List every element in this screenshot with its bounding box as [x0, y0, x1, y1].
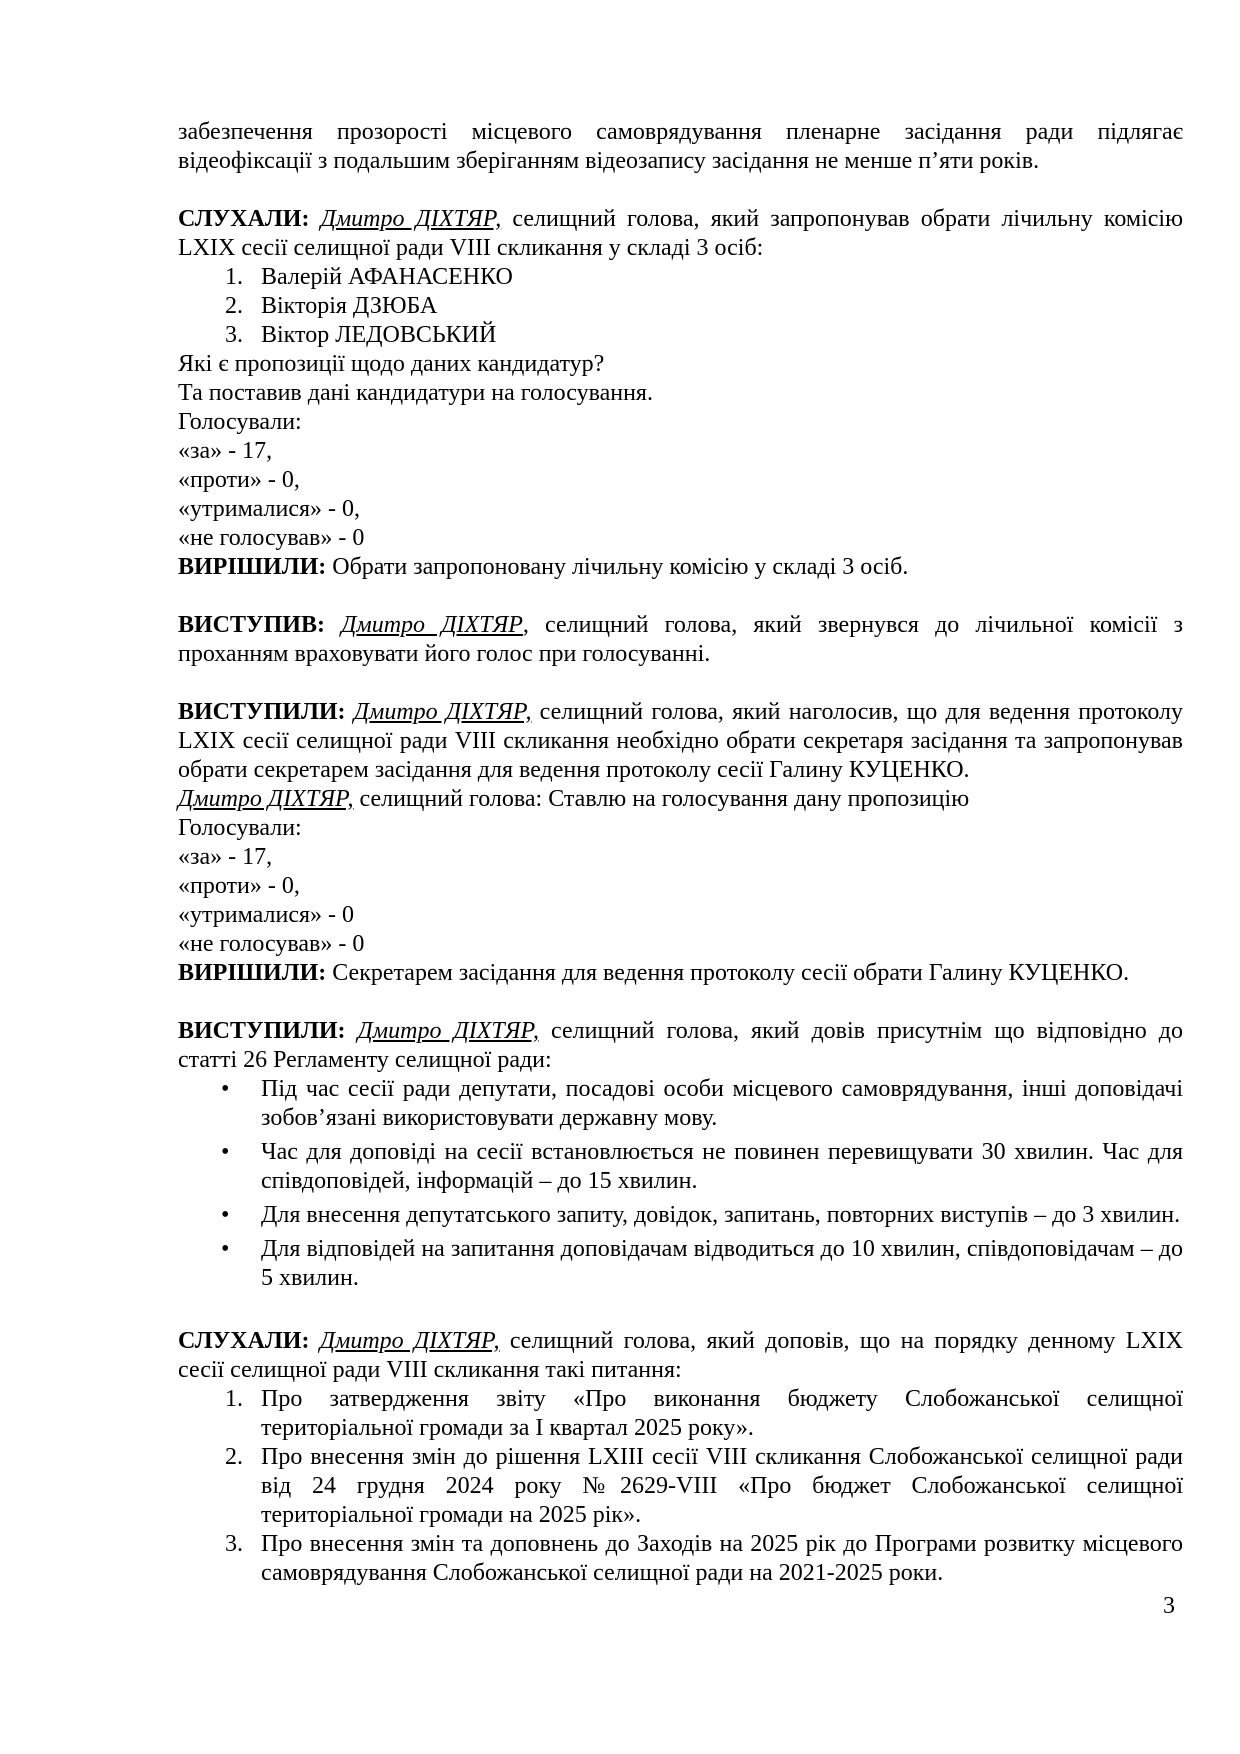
- section-label: ВИСТУПИВ:: [178, 612, 325, 638]
- secretary-paragraph: [178, 698, 1183, 785]
- paragraph-text: селищний голова, який доповів, що на порядку денному LXIX сесії селищної ради VIII скликання такі питання:: [178, 1328, 1184, 1383]
- vote-line: «проти» - 0,: [178, 873, 300, 899]
- vote-line: «утрималися» - 0,: [178, 496, 361, 522]
- vote-title: Голосували:: [178, 815, 302, 841]
- intro-paragraph: забезпечення прозорості місцевого самоврядування пленарне засідання ради підлягає відеофіксації з подальшим зберіганням відеозапису засідання не менше п’яти років.: [178, 119, 1183, 174]
- section-label: СЛУХАЛИ:: [178, 206, 310, 232]
- agenda-list: [178, 1385, 1183, 1588]
- agenda-paragraph: [178, 1327, 1183, 1385]
- paragraph-text: селищний голова, який довів присутнім що відповідно до статті 26 Регламенту селищної ради:: [178, 1018, 1184, 1073]
- page-number: 3: [1163, 1593, 1175, 1619]
- speaker-name: Дмитро ДІХТЯР,: [357, 1018, 540, 1044]
- paragraph-text: , селищний голова, який звернувся до лічильної комісії з проханням враховувати його голос при голосуванні.: [178, 612, 1184, 667]
- speaker-statement: [178, 785, 1183, 814]
- regulations-list: [178, 1075, 1183, 1293]
- speaker-name: Дмитро ДІХТЯР,: [178, 786, 354, 812]
- commission-members-list: [178, 263, 1183, 350]
- list-item: 1. Про затвердження звіту «Про виконання бюджету Слобожанської селищної територіальної громади за I квартал 2025 року».: [249, 1385, 1183, 1443]
- paragraph-text: селищний голова, який запропонував обрати лічильну комісію LXIX сесії селищної ради VIII скликання у складі 3 осіб:: [178, 206, 1184, 261]
- vote-line: «утрималися» - 0: [178, 902, 355, 928]
- speaker-name: Дмитро ДІХТЯР,: [353, 699, 532, 725]
- section-label: ВИРІШИЛИ:: [178, 554, 327, 580]
- list-item: • Для внесення депутатського запиту, довідок, запитань, повторних виступів – до 3 хвилин.: [249, 1201, 1183, 1230]
- counting-commission-paragraph: [178, 205, 1183, 263]
- vote-line: «за» - 17,: [178, 844, 273, 870]
- decision-paragraph: [178, 553, 1183, 582]
- vote-line: «проти» - 0,: [178, 467, 300, 493]
- section-label: СЛУХАЛИ:: [178, 1328, 310, 1354]
- list-item: • Час для доповіді на сесії встановлюється не повинен перевищувати 30 хвилин. Час для співдоповідей, інформацій – до 15 хвилин.: [249, 1138, 1183, 1196]
- decision-text: Обрати запропоновану лічильну комісію у складі 3 осіб.: [326, 554, 909, 580]
- put-to-vote-line: Та поставив дані кандидатури на голосування.: [178, 380, 653, 406]
- list-item: 1. Валерій АФАНАСЕНКО: [249, 263, 1183, 292]
- speech-paragraph: [178, 611, 1183, 669]
- speaker-name: Дмитро ДІХТЯР: [341, 612, 523, 638]
- statement-text: селищний голова: Ставлю на голосування дану пропозицію: [353, 786, 970, 812]
- vote-line: «за» - 17,: [178, 438, 273, 464]
- list-item: • Для відповідей на запитання доповідачам відводиться до 10 хвилин, співдоповідачам – до 5 хвилин.: [249, 1235, 1183, 1293]
- paragraph-text: селищний голова, який наголосив, що для ведення протоколу LXIX сесії селищної ради VIII скликання необхідно обрати секретаря засідання та запропонував обрати секретарем засідання для ведення протоколу сесії Галину КУЦЕНКО.: [178, 699, 1184, 783]
- vote-line: «не голосував» - 0: [178, 525, 365, 551]
- list-item: • Під час сесії ради депутати, посадові особи місцевого самоврядування, інші доповідачі зобов’язані використовувати державну мову.: [249, 1075, 1183, 1133]
- list-item: 3. Віктор ЛЕДОВСЬКИЙ: [249, 321, 1183, 350]
- section-label: ВИСТУПИЛИ:: [178, 1018, 346, 1044]
- list-item: 2. Вікторія ДЗЮБА: [249, 292, 1183, 321]
- decision-text: Секретарем засідання для ведення протоколу сесії обрати Галину КУЦЕНКО.: [326, 960, 1130, 986]
- list-item: 2. Про внесення змін до рішення LXIII сесії VIII скликання Слобожанської селищної ради від 24 грудня 2024 року №2629-VIII «Про бюджет Слобожанської селищної територіальної громади на 2025 рік».: [249, 1443, 1183, 1530]
- section-label: ВИСТУПИЛИ:: [178, 699, 346, 725]
- vote-line: «не голосував» - 0: [178, 931, 365, 957]
- document-page: [178, 118, 1183, 1588]
- section-label: ВИРІШИЛИ:: [178, 960, 327, 986]
- speaker-name: Дмитро ДІХТЯР,: [320, 206, 502, 232]
- vote-title: Голосували:: [178, 409, 302, 435]
- decision-paragraph: [178, 959, 1183, 988]
- regulations-paragraph: [178, 1017, 1183, 1075]
- list-item: 3. Про внесення змін та доповнень до Заходів на 2025 рік до Програми розвитку місцевого самоврядування Слобожанської селищної ради на 2021-2025 роки.: [249, 1530, 1183, 1588]
- speaker-name: Дмитро ДІХТЯР,: [319, 1328, 500, 1354]
- question-line: Які є пропозиції щодо даних кандидатур?: [178, 351, 605, 377]
